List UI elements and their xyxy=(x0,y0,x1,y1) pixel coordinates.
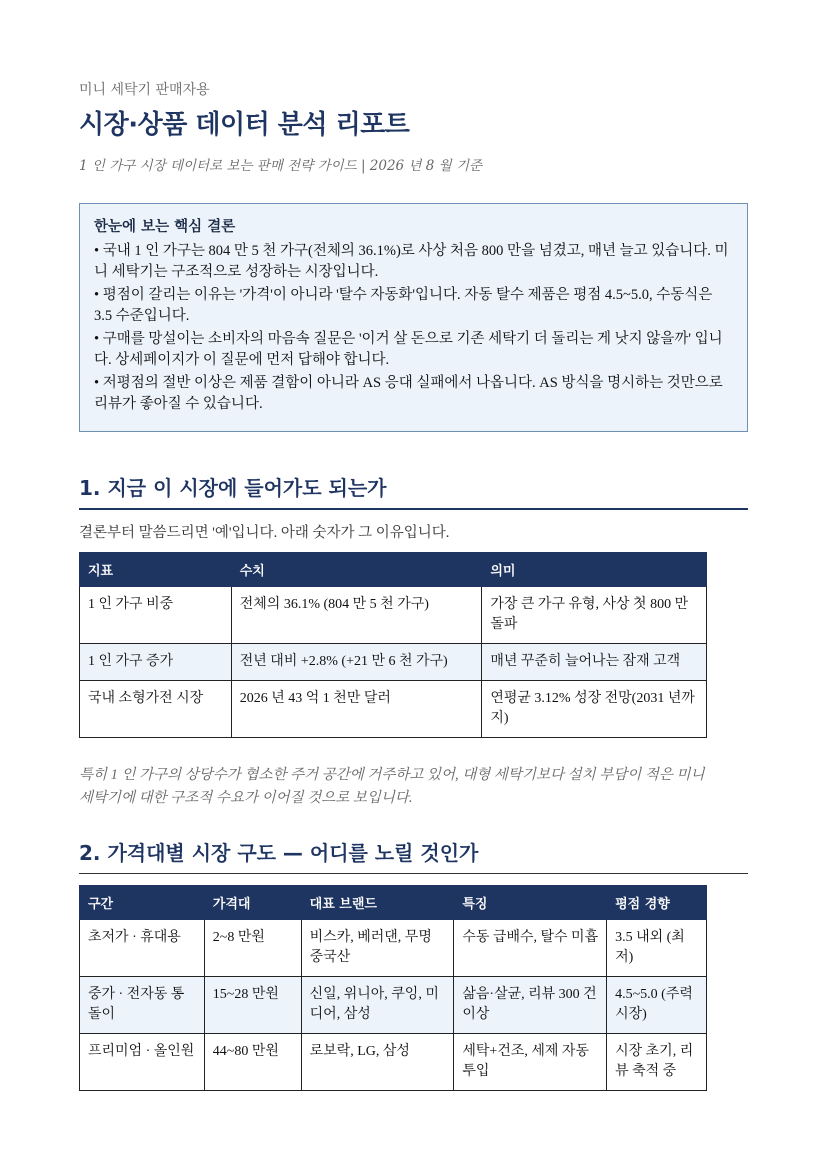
key-findings-title: 한눈에 보는 핵심 결론 xyxy=(94,219,236,235)
column-header: 구간 xyxy=(80,886,205,920)
table-cell: 시장 초기, 리뷰 축적 중 xyxy=(607,1034,707,1091)
section-price-segments xyxy=(79,838,748,1091)
table-cell: 1 인 가구 증가 xyxy=(80,644,232,681)
table-cell: 세탁+건조, 세제 자동투입 xyxy=(454,1034,607,1091)
table-cell: 2~8 만원 xyxy=(204,920,301,977)
table-header-row xyxy=(80,553,707,587)
column-header: 수치 xyxy=(231,553,482,587)
table-cell: 신일, 위니아, 쿠잉, 미디어, 삼성 xyxy=(301,977,454,1034)
table-cell: 로보락, LG, 삼성 xyxy=(301,1034,454,1091)
section-note: 특히 1 인 가구의 상당수가 협소한 주거 공간에 거주하고 있어, 대형 세탁기보다 설치 부담이 적은 미니 세탁기에 대한 구조적 수요가 이어질 것으로 보입니다. xyxy=(79,767,705,806)
report-subtitle: 1 인 가구 시장 데이터로 보는 판매 전략 가이드 | 2026 년 8 월 기준 xyxy=(79,158,483,174)
page-title: 시장·상품 데이터 분석 리포트 xyxy=(79,110,410,140)
market-indicator-table xyxy=(79,552,707,738)
table-cell: 44~80 만원 xyxy=(204,1034,301,1091)
table-cell: 전년 대비 +2.8% (+21 만 6 천 가구) xyxy=(231,644,482,681)
table-cell: 비스카, 베러댄, 무명 중국산 xyxy=(301,920,454,977)
column-header: 평점 경향 xyxy=(607,886,707,920)
table-row xyxy=(80,644,707,681)
table-row xyxy=(80,1034,707,1091)
key-finding-item: • 저평점의 절반 이상은 제품 결함이 아니라 AS 응대 실패에서 나옵니다. AS 방식을 명시하는 것만으로 리뷰가 좋아질 수 있습니다. xyxy=(94,375,723,412)
section-divider xyxy=(79,873,748,874)
table-cell: 삶음·살균, 리뷰 300 건 이상 xyxy=(454,977,607,1034)
table-row xyxy=(80,920,707,977)
price-segment-table xyxy=(79,885,707,1091)
column-header: 가격대 xyxy=(204,886,301,920)
table-cell: 수동 급배수, 탈수 미흡 xyxy=(454,920,607,977)
table-cell: 연평균 3.12% 성장 전망(2031 년까지) xyxy=(482,681,707,738)
table-cell: 프리미엄 · 올인원 xyxy=(80,1034,205,1091)
table-row xyxy=(80,587,707,644)
section-title: 2. 가격대별 시장 구도 — 어디를 노릴 것인가 xyxy=(79,841,479,865)
table-cell: 4.5~5.0 (주력 시장) xyxy=(607,977,707,1034)
section-market-entry xyxy=(79,473,748,810)
section-divider xyxy=(79,508,748,510)
table-header-row xyxy=(80,886,707,920)
table-row xyxy=(80,977,707,1034)
table-cell: 전체의 36.1% (804 만 5 천 가구) xyxy=(231,587,482,644)
key-finding-item: • 국내 1 인 가구는 804 만 5 천 가구(전체의 36.1%)로 사상 처음 800 만을 넘겼고, 매년 늘고 있습니다. 미니 세탁기는 구조적으로 성장하는 시장입니다. xyxy=(94,243,729,280)
table-cell: 2026 년 43 억 1 천만 달러 xyxy=(231,681,482,738)
table-cell: 매년 꾸준히 늘어나는 잠재 고객 xyxy=(482,644,707,681)
table-cell: 1 인 가구 비중 xyxy=(80,587,232,644)
table-cell: 3.5 내외 (최저) xyxy=(607,920,707,977)
column-header: 대표 브랜드 xyxy=(301,886,454,920)
table-cell: 15~28 만원 xyxy=(204,977,301,1034)
table-cell: 초저가 · 휴대용 xyxy=(80,920,205,977)
column-header: 의미 xyxy=(482,553,707,587)
column-header: 지표 xyxy=(80,553,232,587)
key-finding-item: • 구매를 망설이는 소비자의 마음속 질문은 '이거 살 돈으로 기존 세탁기 더 돌리는 게 낫지 않을까' 입니다. 상세페이지가 이 질문에 먼저 답해야 합니다. xyxy=(94,331,723,368)
key-findings-box xyxy=(79,203,748,432)
table-cell: 중가 · 전자동 통돌이 xyxy=(80,977,205,1034)
key-finding-item: • 평점이 갈리는 이유는 '가격'이 아니라 '탈수 자동화'입니다. 자동 탈수 제품은 평점 4.5~5.0, 수동식은 3.5 수준입니다. xyxy=(94,287,713,324)
table-cell: 가장 큰 가구 유형, 사상 첫 800 만 돌파 xyxy=(482,587,707,644)
table-row xyxy=(80,681,707,738)
report-eyebrow: 미니 세탁기 판매자용 xyxy=(79,82,210,98)
section-intro: 결론부터 말씀드리면 '예'입니다. 아래 숫자가 그 이유입니다. xyxy=(79,525,450,541)
table-cell: 국내 소형가전 시장 xyxy=(80,681,232,738)
column-header: 특징 xyxy=(454,886,607,920)
section-title: 1. 지금 이 시장에 들어가도 되는가 xyxy=(79,476,387,500)
